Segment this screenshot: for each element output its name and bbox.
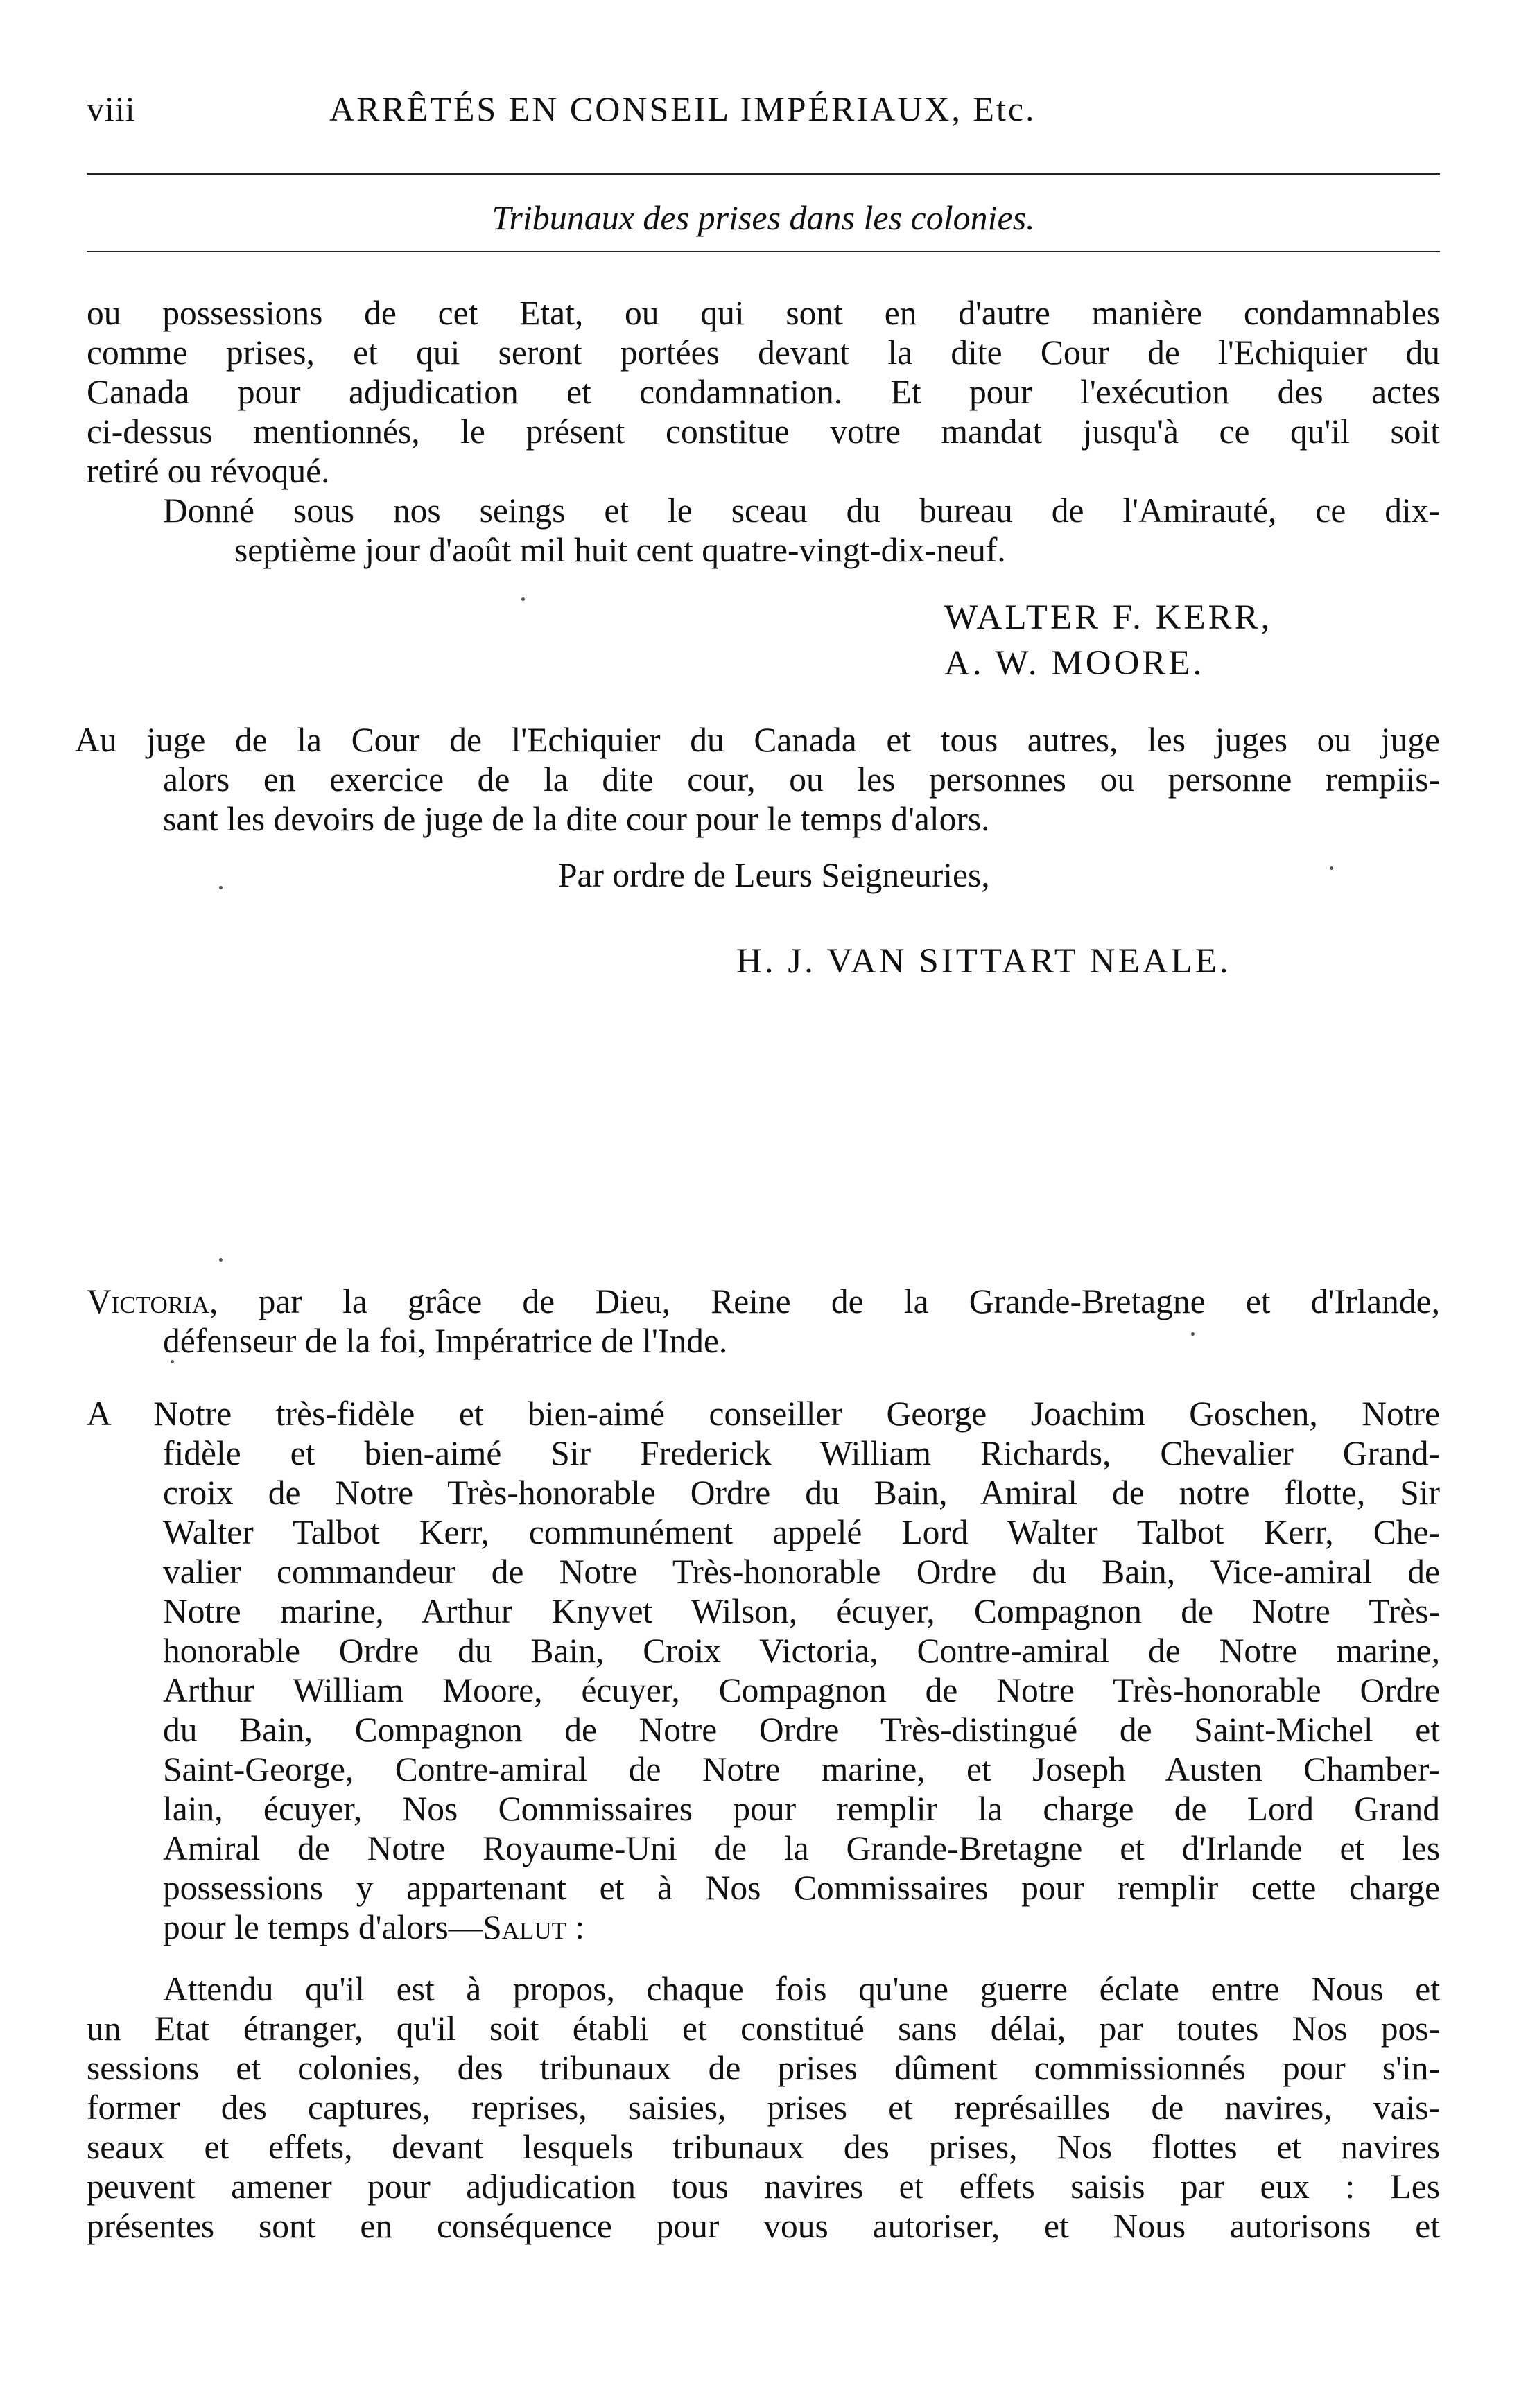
header-rule-bottom: [87, 251, 1440, 252]
paragraph-line: peuvent amener pour adjudication tous navires et effets saisis par eux : Les: [87, 2167, 1440, 2206]
page-header: [87, 89, 1439, 137]
paragraph-line: Donné sous nos seings et le sceau du bureau de l'Amirauté, ce dix-: [163, 491, 1440, 530]
paragraph-line: retiré ou révoqué.: [87, 452, 330, 490]
paragraph-line: Au juge de la Cour de l'Echiquier du Canada et tous autres, les juges ou juge: [75, 721, 1440, 759]
paragraph-line: Walter Talbot Kerr, communément appelé Lord Walter Talbot Kerr, Che-: [163, 1513, 1440, 1551]
paragraph-line: Saint-George, Contre-amiral de Notre marine, et Joseph Austen Chamber-: [163, 1750, 1440, 1788]
paragraph-line: comme prises, et qui seront portées devant la dite Cour de l'Echiquier du: [87, 333, 1440, 372]
paragraph-line: Attendu qu'il est à propos, chaque fois qu'une guerre éclate entre Nous et: [163, 1970, 1440, 2008]
running-title: ARRÊTÉS EN CONSEIL IMPÉRIAUX, Etc.: [329, 89, 1036, 128]
paragraph-line: sessions et colonies, des tribunaux de prises dûment commissionnés pour s'in-: [87, 2049, 1440, 2087]
paragraph-line: ci-dessus mentionnés, le présent constitue votre mandat jusqu'à ce qu'il soit: [87, 412, 1440, 451]
ink-speck: [1330, 866, 1333, 870]
ink-speck: [171, 1360, 174, 1363]
proclamation-opening: [87, 1282, 1440, 1322]
paragraph-line: défenseur de la foi, Impératrice de l'Inde.: [163, 1322, 728, 1360]
paragraph-line: sant les devoirs de juge de la dite cour pour le temps d'alors.: [163, 800, 990, 838]
paragraph-line: former des captures, reprises, saisies, prises et représailles de navires, vais-: [87, 2088, 1440, 2127]
paragraph-line: lain, écuyer, Nos Commissaires pour remplir la charge de Lord Grand: [163, 1790, 1440, 1828]
header-rule-top: [87, 173, 1440, 175]
paragraph-line: Canada pour adjudication et condamnation. Et pour l'exécution des actes: [87, 373, 1440, 411]
section-title: Tribunaux des prises dans les colonies.: [492, 198, 1035, 237]
signatory-name: WALTER F. KERR,: [944, 598, 1273, 637]
ink-speck: [1191, 1332, 1195, 1336]
paragraph-line: seaux et effets, devant lesquels tribunaux des prises, Nos flottes et navires: [87, 2128, 1440, 2166]
paragraph-line: croix de Notre Très-honorable Ordre du Bain, Amiral de notre flotte, Sir: [163, 1474, 1440, 1512]
sovereign-name: Victoria,: [87, 1282, 218, 1320]
signatory-name: A. W. MOORE.: [944, 644, 1205, 683]
paragraph-line: [163, 1908, 584, 1948]
paragraph-line: fidèle et bien-aimé Sir Frederick William Richards, Chevalier Grand-: [163, 1434, 1440, 1472]
paragraph-line: honorable Ordre du Bain, Croix Victoria, Contre-amiral de Notre marine,: [163, 1632, 1440, 1670]
paragraph-line: Arthur William Moore, écuyer, Compagnon de Notre Très-honorable Ordre: [163, 1671, 1440, 1709]
ink-speck: [219, 1258, 223, 1262]
paragraph-line: présentes sont en conséquence pour vous autoriser, et Nous autorisons et: [87, 2207, 1440, 2245]
ink-speck: [521, 597, 525, 601]
paragraph-line: du Bain, Compagnon de Notre Ordre Très-distingué de Saint-Michel et: [163, 1711, 1440, 1749]
paragraph-line: septième jour d'août mil huit cent quatre-vingt-dix-neuf.: [234, 531, 1006, 569]
paragraph-line: A Notre très-fidèle et bien-aimé conseiller George Joachim Goschen, Notre: [87, 1395, 1440, 1433]
paragraph-line: alors en exercice de la dite cour, ou les personnes ou personne rempiis-: [163, 760, 1440, 799]
paragraph-line-text: pour le temps d'alors—: [163, 1908, 483, 1946]
secretary-name: H. J. VAN SITTART NEALE.: [736, 942, 1231, 981]
paragraph-line: valier commandeur de Notre Très-honorable Ordre du Bain, Vice-amiral de: [163, 1553, 1440, 1591]
ink-speck: [219, 886, 223, 889]
page-number: viii: [87, 89, 136, 128]
paragraph-line: Amiral de Notre Royaume-Uni de la Grande-Bretagne et d'Irlande et les: [163, 1829, 1440, 1867]
paragraph-line: un Etat étranger, qu'il soit établi et constitué sans délai, par toutes Nos pos-: [87, 2009, 1440, 2048]
paragraph-line: ou possessions de cet Etat, ou qui sont en d'autre manière condamnables: [87, 294, 1440, 332]
salut-word: Salut :: [483, 1908, 585, 1946]
paragraph-line: possessions y appartenant et à Nos Commissaires pour remplir cette charge: [163, 1869, 1440, 1907]
paragraph-line: Notre marine, Arthur Knyvet Wilson, écuyer, Compagnon de Notre Très-: [163, 1592, 1440, 1630]
sovereign-title: par la grâce de Dieu, Reine de la Grande-Bretagne et d'Irlande,: [258, 1282, 1440, 1320]
order-line: Par ordre de Leurs Seigneuries,: [558, 856, 990, 894]
